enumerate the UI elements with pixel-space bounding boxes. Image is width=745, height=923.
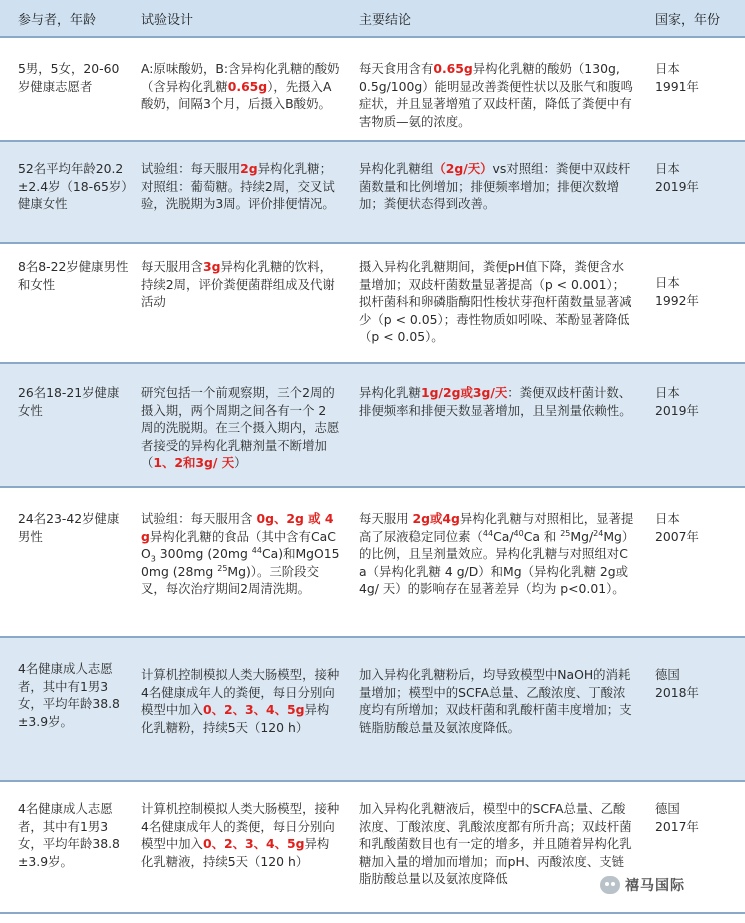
conclusion-cell: 摄入异构化乳糖期间，粪便pH值下降，粪便含水量增加；双歧杆菌数量显著提高（p < 0.001）；拟杆菌科和卵磷脂酶阳性梭状芽孢杆菌数量显著减少（p < 0.05）；毒性物质如吲哚、苯酚显著降低（p < 0.05）。 xyxy=(359,259,632,344)
year: 2019年 xyxy=(655,178,699,194)
country-year-cell xyxy=(655,274,735,309)
watermark-text: 禧马国际 xyxy=(625,878,685,894)
country: 日本 xyxy=(655,385,680,400)
year: 2017年 xyxy=(655,818,699,834)
participants-cell: 5男，5女，20-60岁健康志愿者 xyxy=(18,61,120,94)
wechat-icon xyxy=(600,876,620,894)
country-year-cell xyxy=(655,666,735,701)
design-cell: 研究包括一个前观察期，三个2周的摄入期，两个周期之间各有一个 2 周的洗脱期。在三个摄入期内，志愿者接受的异构化乳糖剂量不断增加（1、2和3g/ 天） xyxy=(141,385,340,470)
table-row xyxy=(0,364,745,486)
country: 日本 xyxy=(655,511,680,526)
country-year-cell xyxy=(655,160,735,195)
country: 德国 xyxy=(655,801,680,816)
year: 2018年 xyxy=(655,684,699,700)
conclusion-cell: 每天服用 2g或4g异构化乳糖与对照相比，显著提高了尿液稳定同位素（$^{44}$Ca/$^{40}$Ca 和 $^{25}$Mg/$^{24}$Mg）的比例，且呈剂量效应。异构化乳糖与对照组对Ca（异构化乳糖 4 g/D）和Mg（异构化乳糖 2g或4g/ 天）的影响存在显著差异（均为 p<0.01）。 xyxy=(359,511,635,596)
participants-cell: 4名健康成人志愿者，其中有1男3女，平均年龄38.8±3.9岁。 xyxy=(18,801,120,869)
country: 日本 xyxy=(655,161,680,176)
participants-cell: 24名23-42岁健康男性 xyxy=(18,511,120,544)
conclusion-cell: 加入异构化乳糖液后，模型中的SCFA总量、乙酸浓度、丁酸浓度、乳酸浓度都有所升高；双歧杆菌和乳酸菌数目也有一定的增多，并且随着异构化乳糖加入量的增加而增加；而pH、丙酸浓度、支链脂肪酸总量以及氨浓度降低 xyxy=(359,801,632,886)
country: 日本 xyxy=(655,61,680,76)
design-cell: 计算机控制模拟人类大肠模型，接种4名健康成年人的粪便，每日分别向模型中加入0、2、3、4、5g异构化乳糖粉，持续5天（120 h） xyxy=(141,667,340,735)
design-cell: 试验组：每天服用2g异构化乳糖；对照组：葡萄糖。持续2周，交叉试验，洗脱期为3周。评价排便情况。 xyxy=(141,161,335,211)
country-year-cell xyxy=(655,384,735,419)
table-bottom-rule xyxy=(0,912,745,914)
conclusion-cell: 每天食用含有0.65g异构化乳糖的酸奶（130g, 0.5g/100g）能明显改善粪便性状以及胀气和腹鸣症状，并且显著增殖了双歧杆菌，降低了粪便中有害物质—氨的浓度。 xyxy=(359,61,633,129)
design-cell: 计算机控制模拟人类大肠模型，接种4名健康成年人的粪便，每日分别向模型中加入0、2、3、4、5g异构化乳糖液，持续5天（120 h） xyxy=(141,801,340,869)
design-cell: 每天服用含3g异构化乳糖的饮料，持续2周，评价粪便菌群组成及代谢活动 xyxy=(141,259,335,309)
header-design: 试验设计 xyxy=(141,13,194,28)
year: 1991年 xyxy=(655,78,699,94)
country-year-cell xyxy=(655,510,735,545)
participants-cell: 52名平均年龄20.2±2.4岁（18-65岁）健康女性 xyxy=(18,161,128,211)
header-conclusion: 主要结论 xyxy=(359,13,412,28)
participants-cell: 8名8-22岁健康男性和女性 xyxy=(18,259,129,292)
design-cell: A:原味酸奶，B:含异构化乳糖的酸奶（含异构化乳糖0.65g），先摄入A酸奶，间隔3个月，后摄入B酸奶。 xyxy=(141,61,340,111)
country-year-cell xyxy=(655,800,735,835)
design-cell: 试验组：每天服用含 0g、2g 或 4g异构化乳糖的食品（其中含有CaCO$_3$ 300mg (20mg $^{44}$Ca)和MgO150mg (28mg $^{25}$Mg)）。三阶段交叉，每次治疗期间2周清洗期。 xyxy=(141,511,340,596)
conclusion-cell: 异构化乳糖1g/2g或3g/天：粪便双歧杆菌计数、排便频率和排便天数显著增加，且呈剂量依赖性。 xyxy=(359,385,632,418)
conclusion-cell: 异构化乳糖组（2g/天）vs对照组：粪便中双歧杆菌数量和比例增加；排便频率增加；排便次数增加；粪便状态得到改善。 xyxy=(359,161,631,211)
year: 2007年 xyxy=(655,528,699,544)
header-country-year: 国家，年份 xyxy=(655,13,721,28)
participants-cell: 26名18-21岁健康女性 xyxy=(18,385,120,418)
year: 1992年 xyxy=(655,292,699,308)
participants-cell: 4名健康成人志愿者，其中有1男3女，平均年龄38.8±3.9岁。 xyxy=(18,661,120,729)
country-year-cell xyxy=(655,60,735,95)
header-participants: 参与者，年龄 xyxy=(18,13,97,28)
country: 日本 xyxy=(655,275,680,290)
watermark xyxy=(600,872,742,898)
year: 2019年 xyxy=(655,402,699,418)
country: 德国 xyxy=(655,667,680,682)
table-header xyxy=(0,0,745,38)
conclusion-cell: 加入异构化乳糖粉后，均导致模型中NaOH的消耗量增加；模型中的SCFA总量、乙酸浓度、丁酸浓度均有所增加；双歧杆菌和乳酸杆菌丰度增加；支链脂肪酸总量及氨浓度降低。 xyxy=(359,667,632,735)
